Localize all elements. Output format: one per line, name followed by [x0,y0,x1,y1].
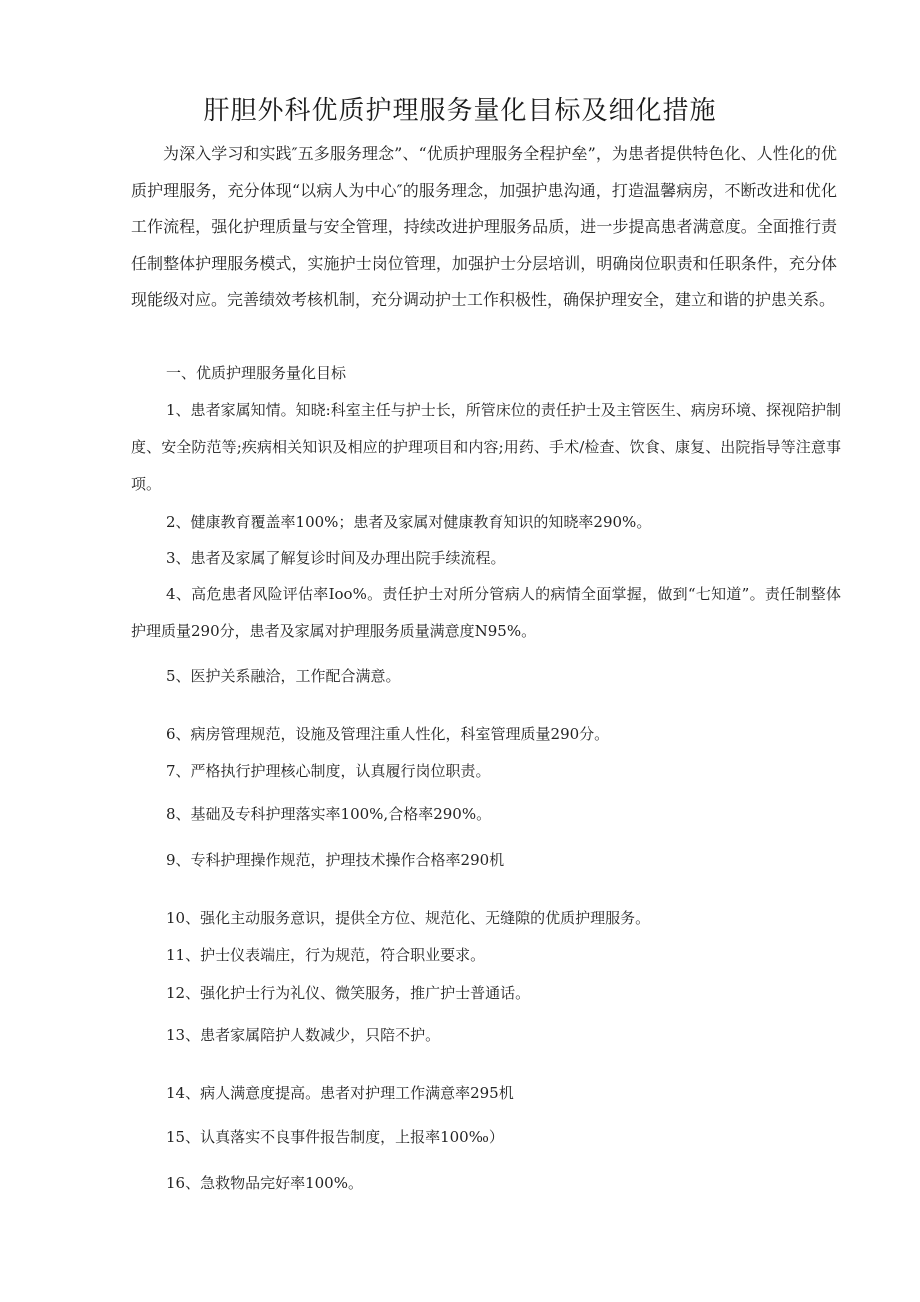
section-heading: 一、优质护理服务量化目标 [166,364,347,382]
list-item: 15、认真落实不良事件报告制度，上报率100‰） [166,1128,504,1146]
list-item: 16、急救物品完好率100%。 [166,1174,363,1192]
list-item: 7、严格执行护理核心制度，认真履行岗位职责。 [166,762,491,780]
list-item: 8、基础及专科护理落实率100%,合格率290%。 [166,805,492,823]
intro-paragraph: 为深入学习和实践″五多服务理念”、“优质护理服务全程护垒”，为患者提供特色化、人性化的优质护理服务，充分体现“以病人为中心″的服务理念，加强护患沟通，打造温馨病房，不断改进和优化工作流程，强化护理质量与安全管理，持续改进护理服务品质，进一步提高患者满意度。全面推行责任制整体护理服务模式，实施护士岗位管理，加强护士分层培训，明确岗位职责和任职条件，充分体现能级对应。完善绩效考核机制，充分调动护士工作积极性，确保护理安全，建立和谐的护患关系。 [131,144,837,309]
list-item: 3、患者及家属了解复诊时间及办理出院手续流程。 [166,549,506,567]
list-item: 9、专科护理操作规范，护理技术操作合格率290机 [166,851,505,869]
list-item: 4、高危患者风险评估率Ioo%。责任护士对所分管病人的病情全面掌握，做到“七知道”。责任制整体护理质量290分，患者及家属对护理服务质量满意度N95%。 [131,585,841,640]
document-title: 肝胆外科优质护理服务量化目标及细化措施 [203,96,717,126]
list-item: 6、病房管理规范，设施及管理注重人性化，科室管理质量290分。 [166,725,610,743]
list-item: 14、病人满意度提高。患者对护理工作满意率295机 [166,1084,514,1102]
list-item: 11、护士仪表端庄，行为规范，符合职业要求。 [166,946,486,964]
list-item: 10、强化主动服务意识，提供全方位、规范化、无缝隙的优质护理服务。 [166,909,651,927]
list-item: 2、健康教育覆盖率100%；患者及家属对健康教育知识的知晓率290%。 [166,513,652,531]
list-item: 5、医护关系融洽，工作配合满意。 [166,667,401,685]
list-item: 1、患者家属知情。知晓:科室主任与护士长，所管床位的责任护士及主管医生、病房环境、探视陪护制度、安全防范等;疾病相关知识及相应的护理项目和内容;用药、手术/检查、饮食、康复、出院指导等注意事项。 [131,401,841,493]
list-item: 12、强化护士行为礼仪、微笑服务，推广护士普通话。 [166,984,531,1002]
list-item: 13、患者家属陪护人数减少，只陪不护。 [166,1026,441,1044]
